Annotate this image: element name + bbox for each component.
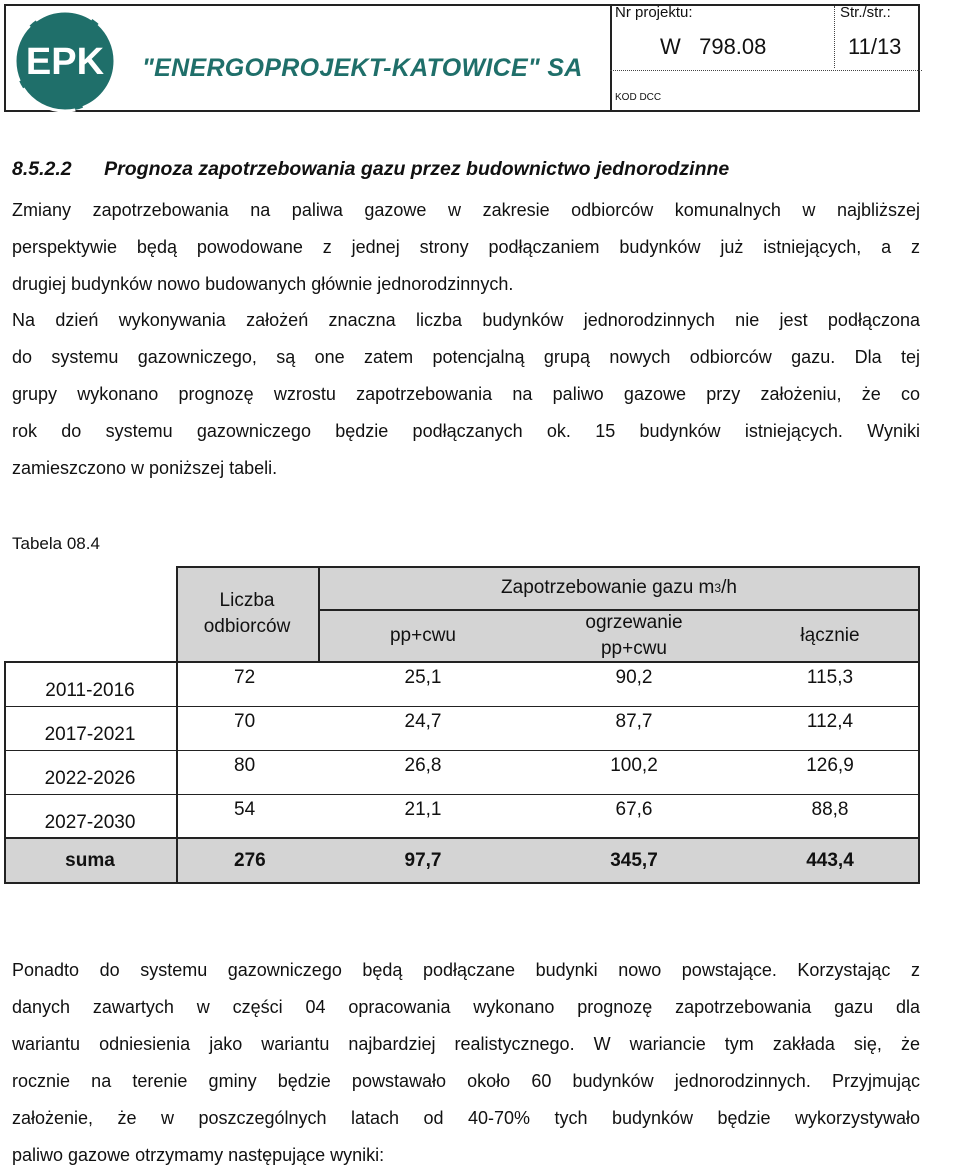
table-rule [4,706,920,707]
table-cell-ppcwu: 25,1 [404,667,442,688]
paragraph-2 [12,302,920,487]
table-rule [318,609,920,611]
table-caption: Tabela 08.4 [12,534,100,553]
page-label: Str./str.: [840,4,891,21]
header-zap-sup: 3 [714,581,722,595]
table-cell-period: 2027-2030 [44,812,136,833]
table-cell-total: 126,9 [806,755,854,776]
table-cell-total: 112,4 [806,711,854,732]
text-line: danych zawartych w części 04 opracowania wykonano prognozę zapotrzebowania gazu dla [12,997,920,1017]
table-cell-count: 54 [234,799,256,820]
paragraph-1 [12,192,920,303]
text-line: Zmiany zapotrzebowania na paliwa gazowe w zakresie odbiorców komunalnych w najbliższej [12,200,920,220]
table-cell-ppcwu: 24,7 [404,711,442,732]
section-title: Prognoza zapotrzebowania gazu przez budownictwo jednorodzinne [104,158,730,180]
section-heading [12,158,729,181]
table-rule [176,566,920,568]
table-rule [4,661,6,884]
text-line: grupy wykonano prognozę wzrostu zapotrzebowania na paliwo gazowe przy założeniu, że co [12,384,920,404]
text-line: zamieszczono w poniższej tabeli. [12,458,278,478]
header-ogrzewanie [528,610,740,662]
text-line: drugiej budynków nowo budowanych głównie jednorodzinnych. [12,274,514,294]
header-ogrz-line1: ogrzewanie [585,612,683,633]
header-ppcwu: pp+cwu [389,625,457,646]
table-cell-total: 88,8 [811,799,849,820]
table-sum-ogrz: 345,7 [610,849,658,871]
table-rule [176,566,178,884]
table-cell-ogrz: 90,2 [615,667,653,688]
document-header [4,4,920,112]
text-line: wariantu odniesienia jako wariantu najbardziej realistycznego. W wariancie tym zakłada się, że [12,1034,920,1054]
table-sum-ppcwu: 97,7 [404,849,442,871]
text-line: Na dzień wykonywania założeń znaczna liczba budynków jednorodzinnych nie jest podłączona [12,310,920,330]
table-sum-count: 276 [234,849,266,871]
table-rule [918,566,920,884]
table-cell-period: 2011-2016 [45,680,135,701]
page-number: 11/13 [848,34,902,59]
section-number: 8.5.2.2 [12,158,72,180]
table-cell-count: 72 [234,667,256,688]
table-cell-period: 2017-2021 [44,724,136,745]
table-cell-ppcwu: 21,1 [404,799,442,820]
logo-cell [6,6,612,110]
table-rule [4,661,920,663]
table-rule [4,837,920,839]
table-sum-total: 443,4 [806,849,854,871]
text-line: paliwo gazowe otrzymamy następujące wyniki: [12,1145,385,1165]
table-cell-ppcwu: 26,8 [404,755,442,776]
table-cell-ogrz: 87,7 [615,711,653,732]
paragraph-3 [12,952,920,1174]
table-cell-total: 115,3 [806,667,854,688]
project-number: W 798.08 [660,34,767,59]
header-divider [610,70,922,71]
logo-text: EPK [25,41,105,83]
table-cell-count: 70 [234,711,256,732]
epk-logo [12,8,118,114]
header-divider [834,6,835,68]
table-sum-period: suma [65,849,115,871]
table-cell-period: 2022-2026 [44,768,136,789]
text-line: rok do systemu gazowniczego będzie podłączanych ok. 15 budynków istniejących. Wyniki [12,421,920,441]
text-line: Ponadto do systemu gazowniczego będą podłączane budynki nowo powstające. Korzystając z [12,960,920,980]
table-rule [4,750,920,751]
table-rule [318,566,320,663]
header-zap-text: Zapotrzebowanie gazu m [501,577,715,598]
header-zap-unit: /h [721,577,737,598]
text-line: rocznie na terenie gminy będzie powstawało około 60 budynków jednorodzinnych. Przyjmując [12,1071,920,1091]
header-liczba-odbiorcow [176,566,318,662]
kod-dcc-label: KOD DCC [615,92,662,103]
header-liczba-text: Liczba odbiorców [203,590,291,637]
company-name: "ENERGOPROJEKT-KATOWICE" SA [142,54,583,82]
table-rule [4,794,920,795]
project-label: Nr projektu: [615,4,693,21]
text-line: perspektywie będą powodowane z jednej strony podłączaniem budynków już istniejących, a z [12,237,920,257]
header-zapotrzebowanie [318,566,920,610]
table-cell-count: 80 [234,755,256,776]
text-line: do systemu gazowniczego, są one zatem potencjalną grupą nowych odbiorców gazu. Dla tej [12,347,920,367]
text-line: założenie, że w poszczególnych latach od 40-70% tych budynków będzie wykorzystywało [12,1108,920,1128]
header-lacznie: łącznie [800,625,860,646]
table-rule [4,882,920,884]
table-cell-ogrz: 100,2 [610,755,658,776]
table-cell-ogrz: 67,6 [615,799,653,820]
header-ogrz-line2: pp+cwu [600,638,668,659]
